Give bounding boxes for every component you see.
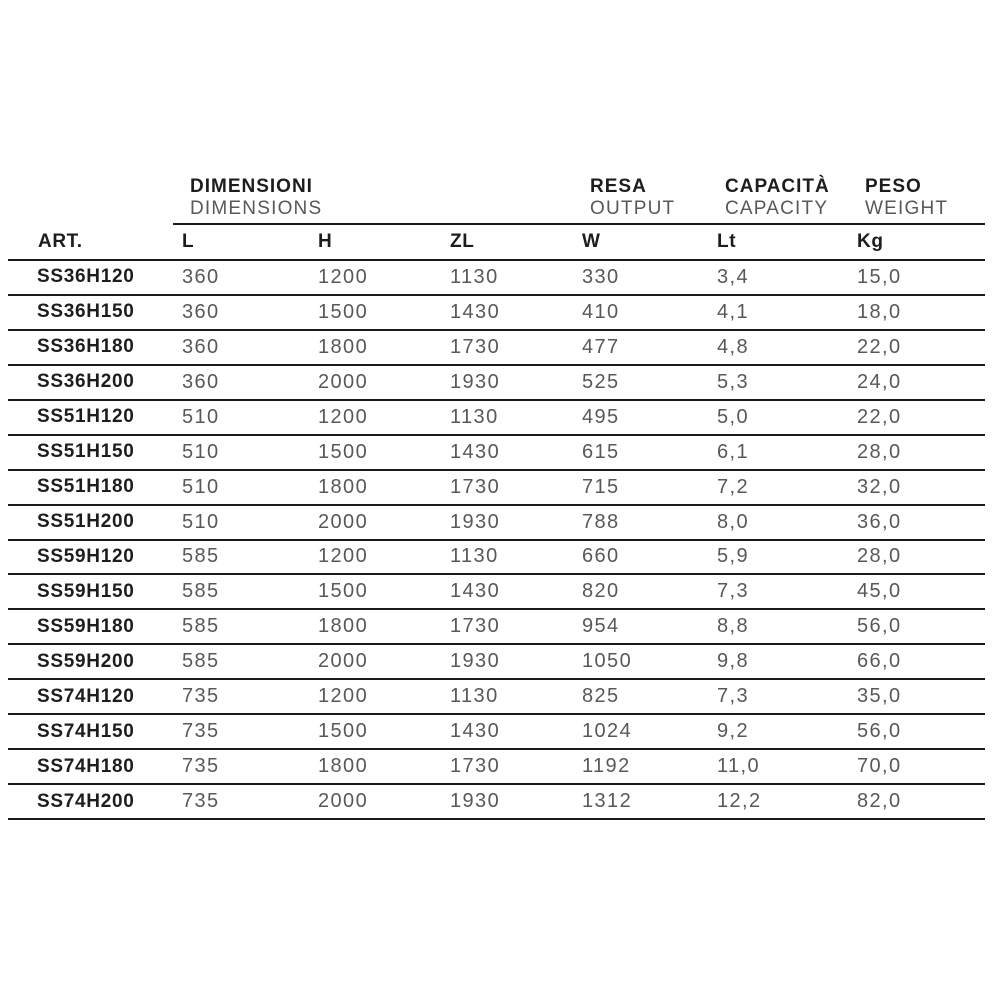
cell-zl: 1930 — [450, 650, 501, 673]
cell-w: 788 — [582, 510, 620, 533]
cell-zl: 1730 — [450, 475, 501, 498]
cell-l: 510 — [182, 405, 220, 428]
table-body — [8, 261, 985, 820]
spec-table — [8, 175, 985, 820]
cell-kg: 32,0 — [857, 475, 902, 498]
table-row — [8, 785, 985, 820]
cell-kg: 15,0 — [857, 265, 902, 288]
group-title-capacita: CAPACITÀ — [725, 176, 830, 197]
cell-h: 1800 — [318, 615, 369, 638]
cell-art: SS74H150 — [37, 720, 135, 742]
cell-art: SS59H150 — [37, 580, 135, 602]
cell-lt: 6,1 — [717, 440, 750, 463]
cell-zl: 1430 — [450, 580, 501, 603]
cell-lt: 4,8 — [717, 335, 750, 358]
cell-zl: 1130 — [450, 405, 499, 428]
cell-art: SS51H120 — [37, 406, 135, 428]
cell-l: 735 — [182, 755, 220, 778]
cell-h: 1500 — [318, 440, 369, 463]
cell-l: 585 — [182, 580, 220, 603]
cell-lt: 5,3 — [717, 370, 750, 393]
column-header-lt: Lt — [717, 231, 737, 252]
cell-zl: 1930 — [450, 790, 501, 813]
cell-h: 1200 — [318, 685, 369, 708]
cell-kg: 28,0 — [857, 545, 902, 568]
group-title-peso: PESO — [865, 176, 922, 197]
cell-zl: 1430 — [450, 300, 501, 323]
column-header-zl: ZL — [450, 231, 475, 252]
cell-lt: 4,1 — [717, 300, 750, 323]
cell-art: SS51H200 — [37, 511, 135, 533]
cell-l: 510 — [182, 475, 220, 498]
cell-art: SS59H200 — [37, 650, 135, 672]
cell-art: SS51H180 — [37, 476, 135, 498]
cell-kg: 82,0 — [857, 790, 902, 813]
table-row — [8, 645, 985, 680]
cell-zl: 1730 — [450, 335, 501, 358]
cell-zl: 1130 — [450, 265, 499, 288]
table-row — [8, 575, 985, 610]
table-row — [8, 436, 985, 471]
group-subtitle-output: OUTPUT — [590, 198, 676, 219]
column-header-art: ART. — [38, 231, 83, 252]
cell-h: 2000 — [318, 370, 369, 393]
cell-h: 1500 — [318, 580, 369, 603]
cell-lt: 11,0 — [717, 755, 761, 778]
column-header-h: H — [318, 231, 333, 252]
cell-kg: 24,0 — [857, 370, 902, 393]
cell-lt: 12,2 — [717, 790, 762, 813]
cell-w: 410 — [582, 300, 620, 323]
table-row — [8, 715, 985, 750]
cell-h: 2000 — [318, 510, 369, 533]
group-subtitle-capacity: CAPACITY — [725, 198, 829, 219]
cell-w: 715 — [582, 475, 620, 498]
cell-kg: 28,0 — [857, 440, 902, 463]
cell-zl: 1430 — [450, 720, 501, 743]
cell-art: SS36H120 — [37, 266, 135, 288]
cell-l: 585 — [182, 615, 220, 638]
table-row — [8, 261, 985, 296]
cell-w: 1192 — [582, 755, 631, 778]
cell-w: 330 — [582, 265, 620, 288]
cell-kg: 45,0 — [857, 580, 902, 603]
cell-lt: 8,0 — [717, 510, 750, 533]
table-row — [8, 296, 985, 331]
cell-l: 510 — [182, 510, 220, 533]
cell-w: 825 — [582, 685, 620, 708]
cell-w: 660 — [582, 545, 620, 568]
cell-l: 360 — [182, 370, 220, 393]
cell-l: 735 — [182, 790, 220, 813]
cell-h: 1500 — [318, 300, 369, 323]
table-row — [8, 541, 985, 576]
cell-l: 510 — [182, 440, 220, 463]
cell-kg: 66,0 — [857, 650, 902, 673]
cell-l: 360 — [182, 265, 220, 288]
group-output — [590, 176, 675, 220]
cell-w: 615 — [582, 440, 620, 463]
column-header-w: W — [582, 231, 601, 252]
cell-w: 477 — [582, 335, 620, 358]
cell-lt: 7,3 — [717, 685, 750, 708]
cell-zl: 1930 — [450, 510, 501, 533]
group-header-underline — [173, 175, 985, 225]
table-row — [8, 506, 985, 541]
table-row — [8, 680, 985, 715]
cell-kg: 18,0 — [857, 300, 902, 323]
cell-w: 495 — [582, 405, 620, 428]
group-title-resa: RESA — [590, 176, 647, 197]
group-weight — [865, 176, 948, 220]
cell-lt: 3,4 — [717, 265, 750, 288]
cell-h: 1500 — [318, 720, 369, 743]
cell-lt: 9,8 — [717, 650, 750, 673]
cell-l: 360 — [182, 335, 220, 358]
cell-art: SS36H180 — [37, 336, 135, 358]
cell-art: SS36H150 — [37, 301, 135, 323]
cell-lt: 7,2 — [717, 475, 750, 498]
table-row — [8, 471, 985, 506]
cell-w: 954 — [582, 615, 620, 638]
cell-kg: 36,0 — [857, 510, 902, 533]
cell-w: 1312 — [582, 790, 633, 813]
column-header-kg: Kg — [857, 231, 884, 252]
cell-lt: 9,2 — [717, 720, 750, 743]
cell-art: SS59H180 — [37, 615, 135, 637]
cell-art: SS74H120 — [37, 685, 135, 707]
cell-art: SS51H150 — [37, 441, 135, 463]
cell-art: SS36H200 — [37, 371, 135, 393]
cell-w: 525 — [582, 370, 620, 393]
table-row — [8, 331, 985, 366]
cell-h: 1200 — [318, 405, 369, 428]
column-header-l: L — [182, 231, 195, 252]
cell-kg: 22,0 — [857, 405, 902, 428]
cell-l: 735 — [182, 685, 220, 708]
cell-kg: 56,0 — [857, 615, 902, 638]
cell-w: 1024 — [582, 720, 633, 743]
group-subtitle-weight: WEIGHT — [865, 198, 949, 219]
cell-lt: 5,0 — [717, 405, 750, 428]
cell-h: 2000 — [318, 790, 369, 813]
cell-l: 735 — [182, 720, 220, 743]
group-subtitle-dimensions: DIMENSIONS — [190, 198, 323, 219]
cell-h: 1200 — [318, 265, 369, 288]
cell-zl: 1930 — [450, 370, 501, 393]
group-title-dimensioni: DIMENSIONI — [190, 176, 313, 197]
cell-art: SS59H120 — [37, 545, 135, 567]
cell-lt: 5,9 — [717, 545, 750, 568]
cell-zl: 1430 — [450, 440, 501, 463]
cell-kg: 56,0 — [857, 720, 902, 743]
cell-w: 820 — [582, 580, 620, 603]
table-row — [8, 610, 985, 645]
cell-lt: 8,8 — [717, 615, 750, 638]
cell-zl: 1130 — [450, 685, 499, 708]
cell-h: 1800 — [318, 475, 369, 498]
cell-l: 585 — [182, 545, 220, 568]
cell-kg: 22,0 — [857, 335, 902, 358]
table-group-header-row — [8, 175, 985, 225]
cell-art: SS74H200 — [37, 790, 135, 812]
table-row — [8, 750, 985, 785]
cell-zl: 1130 — [450, 545, 499, 568]
cell-l: 360 — [182, 300, 220, 323]
group-dimensions — [190, 176, 322, 220]
table-column-header-row — [8, 225, 985, 261]
cell-lt: 7,3 — [717, 580, 750, 603]
cell-l: 585 — [182, 650, 220, 673]
cell-h: 1800 — [318, 335, 369, 358]
cell-zl: 1730 — [450, 755, 501, 778]
table-row — [8, 366, 985, 401]
cell-h: 1200 — [318, 545, 369, 568]
cell-h: 1800 — [318, 755, 369, 778]
group-capacity — [725, 176, 830, 220]
table-row — [8, 401, 985, 436]
cell-w: 1050 — [582, 650, 633, 673]
cell-art: SS74H180 — [37, 755, 135, 777]
cell-kg: 70,0 — [857, 755, 902, 778]
cell-h: 2000 — [318, 650, 369, 673]
cell-kg: 35,0 — [857, 685, 902, 708]
cell-zl: 1730 — [450, 615, 501, 638]
